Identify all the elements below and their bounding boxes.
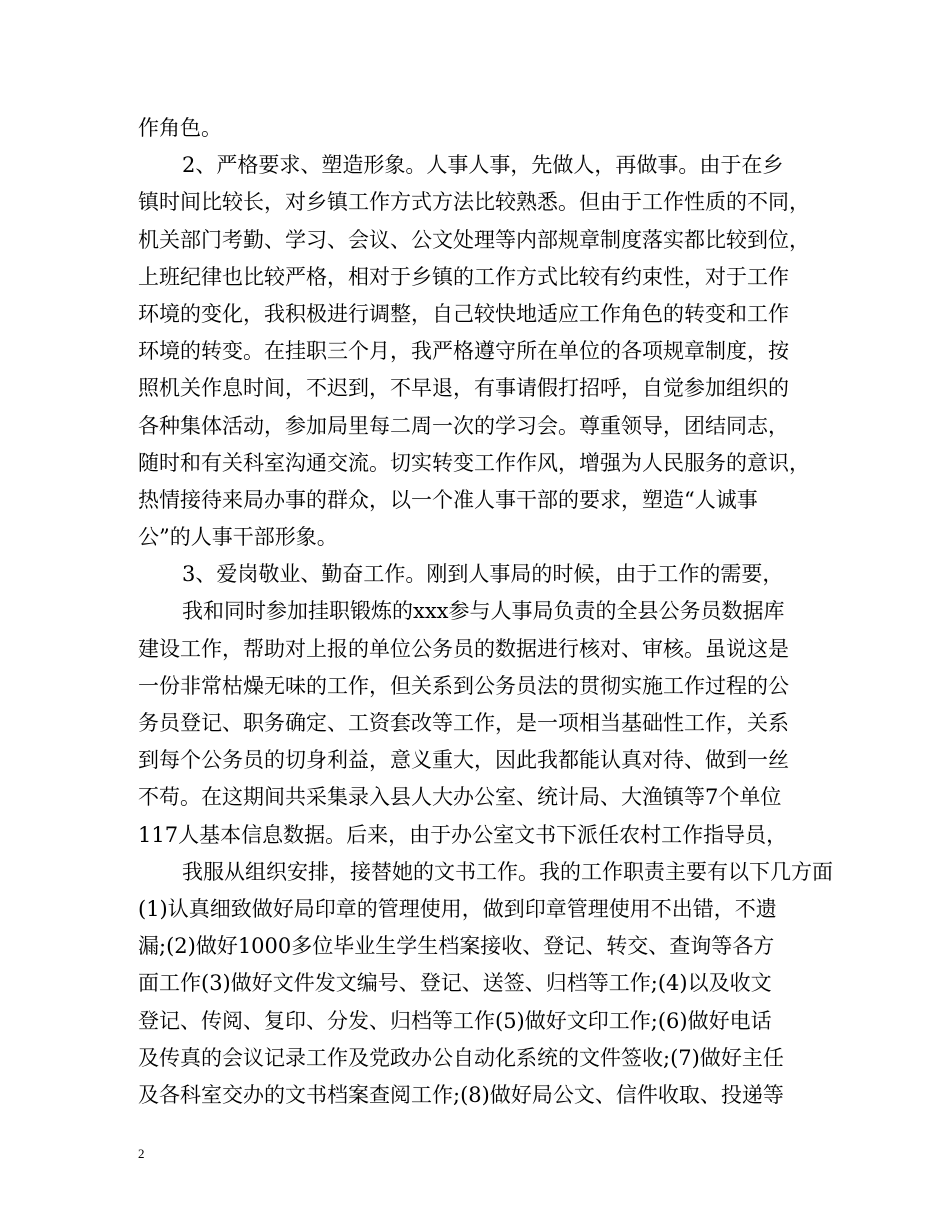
document-body <box>138 110 833 1114</box>
text-line: 公”的人事干部形象。 <box>138 525 338 550</box>
text-line: 及传真的会议记录工作及党政办公自动化系统的文件签收;(7)做好主任 <box>138 1045 784 1070</box>
text-line: 117人基本信息数据。后来，由于办公室文书下派任农村工作指导员， <box>138 822 788 847</box>
text-line: 面工作(3)做好文件发文编号、登记、送签、归档等工作;(4)以及收文 <box>138 971 772 996</box>
text-line: 务员登记、职务确定、工资套改等工作，是一项相当基础性工作，关系 <box>138 711 789 735</box>
text-line: 热情接待来局办事的群众，以一个准人事干部的要求，塑造“人诚事 <box>138 487 758 512</box>
text-line: 环境的转变。在挂职三个月，我严格遵守所在单位的各项规章制度，按 <box>138 339 789 364</box>
text-line: 照机关作息时间，不迟到，不早退，有事请假打招呼，自觉参加组织的 <box>138 376 789 401</box>
text-line: 我服从组织安排，接替她的文书工作。我的工作职责主要有以下几方面 <box>182 859 833 884</box>
text-line: 及各科室交办的文书档案查阅工作;(8)做好局公文、信件收取、投递等 <box>138 1082 784 1107</box>
page-number: 2 <box>138 1146 145 1161</box>
text-line: 漏;(2)做好1000多位毕业生学生档案接收、登记、转交、查询等各方 <box>138 934 775 959</box>
text-line: 镇时间比较长，对乡镇工作方式方法比较熟悉。但由于工作性质的不同， <box>138 190 810 215</box>
text-line: 登记、传阅、复印、分发、归档等工作(5)做好文印工作;(6)做好电话 <box>138 1008 772 1033</box>
text-line: 上班纪律也比较严格，相对于乡镇的工作方式比较有约束性，对于工作 <box>138 264 789 289</box>
text-line: 不苟。在这期间共采集录入县人大办公室、统计局、大渔镇等7个单位 <box>138 785 782 810</box>
text-line: 环境的变化，我积极进行调整，自己较快地适应工作角色的转变和工作 <box>138 301 789 326</box>
text-line: 到每个公务员的切身利益，意义重大，因此我都能认真对待、做到一丝 <box>138 748 789 773</box>
text-line: (1)认真细致做好局印章的管理使用，做到印章管理使用不出错，不遗 <box>138 896 777 921</box>
text-line: 我和同时参加挂职锻炼的xxx参与人事局负责的全县公务员数据库 <box>182 599 785 624</box>
text-line: 建设工作，帮助对上报的单位公务员的数据进行核对、审核。虽说这是 <box>138 636 789 661</box>
text-line: 2、严格要求、塑造形象。人事人事，先做人，再做事。由于在乡 <box>182 153 784 178</box>
text-line: 3、爱岗敬业、勤奋工作。刚到人事局的时候，由于工作的需要， <box>182 562 784 587</box>
text-line: 一份非常枯燥无味的工作，但关系到公务员法的贯彻实施工作过程的公 <box>138 673 789 698</box>
text-line: 各种集体活动，参加局里每二周一次的学习会。尊重领导，团结同志， <box>138 413 789 438</box>
text-line: 机关部门考勤、学习、会议、公文处理等内部规章制度落实都比较到位， <box>138 227 810 252</box>
text-line: 随时和有关科室沟通交流。切实转变工作作风，增强为人民服务的意识， <box>138 450 810 475</box>
text-line: 作角色。 <box>138 116 222 140</box>
